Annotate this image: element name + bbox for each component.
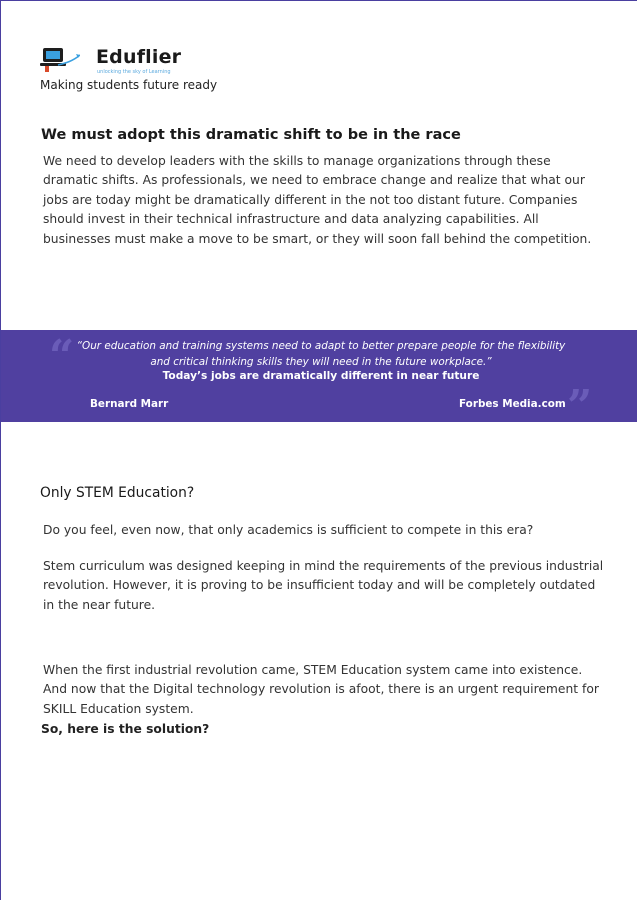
quote-highlight: Today’s jobs are dramatically different in near future (162, 370, 480, 382)
brand-logo-tagline: unlocking the sky of Learning (97, 69, 171, 75)
brand-name: Eduflier (96, 46, 182, 68)
section-body-shift: We need to develop leaders with the skills to manage organizations through these dramatic shifts. As professionals, we need to embrace change and realize that what our jobs are today might be dramatically different in the not too distant future. Companies should invest in their technical infrastructure and data analyzing capabilities. All businesses must make a move to be smart, or they will soon fall behind the competition. (43, 154, 592, 246)
stem-closing: So, here is the solution? (41, 722, 210, 736)
section-heading-stem: Only STEM Education? (40, 485, 195, 501)
stem-question: Do you feel, even now, that only academics is sufficient to compete in this era? (43, 523, 534, 537)
open-quote-icon: “ (49, 331, 75, 382)
laptop-book-icon (40, 47, 80, 73)
brand-logo (40, 45, 240, 75)
stem-paragraph-1: Stem curriculum was designed keeping in mind the requirements of the previous industrial revolution. However, it is proving to be insufficient today and will be completely outdated in the near future. (43, 559, 604, 612)
close-quote-icon: ” (567, 381, 593, 432)
stem-paragraph-2: When the first industrial revolution came, STEM Education system came into existence. And now that the Digital technology revolution is afoot, there is an urgent requirement for SKILL Education system. (43, 663, 599, 716)
quote-source: Forbes Media.com (459, 398, 566, 410)
brand-tagline: Making students future ready (40, 78, 218, 92)
quote-text: “Our education and training systems need to adapt to better prepare people for the flexibility and critical thinking skills they will need in the future workplace.” (76, 340, 566, 368)
quote-author: Bernard Marr (90, 398, 169, 410)
section-heading-shift: We must adopt this dramatic shift to be in the race (41, 127, 461, 143)
